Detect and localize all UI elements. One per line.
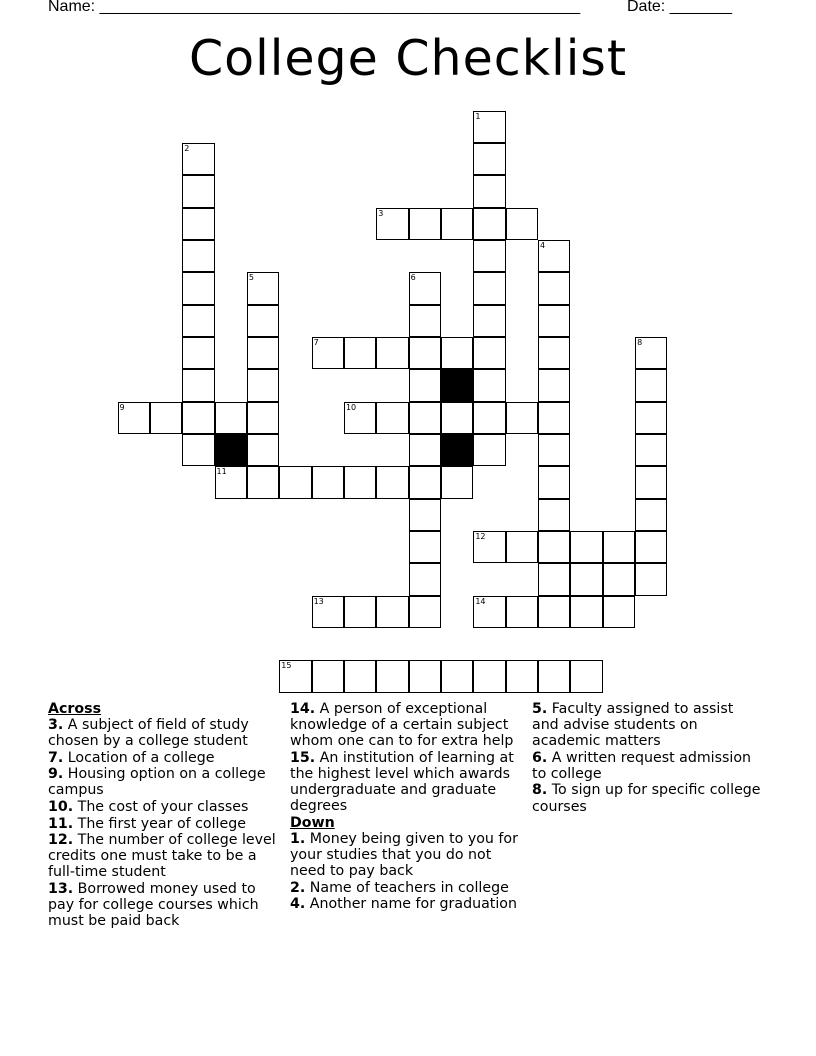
crossword-cell[interactable] — [409, 337, 441, 369]
clue-number-label: 1 — [475, 111, 481, 121]
clue-number: 1. — [290, 830, 306, 847]
crossword-cell[interactable] — [473, 305, 505, 337]
clue-text: The first year of college — [73, 815, 246, 832]
clue-text: Another name for graduation — [305, 896, 517, 913]
clue-number-label: 5 — [248, 273, 254, 283]
crossword-cell[interactable] — [376, 466, 408, 498]
clue-number-label: 15 — [281, 661, 292, 671]
crossword-cell[interactable] — [506, 596, 538, 628]
crossword-cell[interactable] — [376, 402, 408, 434]
clue-item — [532, 782, 762, 814]
across-clue-list — [48, 717, 283, 929]
crossword-cell[interactable] — [603, 596, 635, 628]
clue-number: 14. — [290, 701, 316, 717]
page-title: College Checklist — [188, 30, 628, 87]
clue-number-label: 3 — [378, 208, 384, 218]
clue-item — [48, 881, 283, 929]
crossword-cell[interactable] — [344, 337, 376, 369]
clue-text: An institution of learning at the highest level which awards undergraduate and graduate degrees — [290, 749, 514, 815]
clue-text: A subject of field of study chosen by a college student — [48, 717, 249, 750]
crossword-cell[interactable] — [247, 305, 279, 337]
clue-text: Money being given to you for your studies that you do not need to pay back — [290, 830, 518, 879]
crossword-black-cell — [441, 434, 473, 466]
crossword-cell[interactable] — [441, 208, 473, 240]
crossword-cell[interactable] — [344, 596, 376, 628]
clue-item — [48, 750, 283, 766]
crossword-cell[interactable] — [506, 531, 538, 563]
clue-text: Borrowed money used to pay for college courses which must be paid back — [48, 881, 259, 930]
crossword-cell[interactable] — [312, 660, 344, 692]
clue-item — [290, 701, 528, 749]
crossword-cell[interactable] — [182, 434, 214, 466]
crossword-cell[interactable] — [538, 466, 570, 498]
crossword-cell[interactable] — [635, 402, 667, 434]
crossword-cell[interactable] — [473, 272, 505, 304]
crossword-cell[interactable] — [538, 531, 570, 563]
crossword-cell[interactable] — [635, 434, 667, 466]
crossword-cell[interactable] — [635, 563, 667, 595]
crossword-cell[interactable] — [635, 466, 667, 498]
down-heading: Down — [290, 814, 335, 831]
crossword-cell[interactable] — [376, 337, 408, 369]
crossword-cell[interactable] — [344, 660, 376, 692]
clue-item — [48, 816, 283, 832]
clue-number-label: 6 — [410, 273, 416, 283]
clue-number: 12. — [48, 832, 74, 849]
crossword-cell[interactable] — [409, 466, 441, 498]
crossword-cell[interactable] — [570, 660, 602, 692]
clue-text: A written request admission to college — [532, 749, 752, 782]
crossword-cell[interactable] — [538, 272, 570, 304]
clue-number-label: 4 — [540, 240, 546, 250]
crossword-cell[interactable] — [409, 660, 441, 692]
crossword-cell[interactable] — [473, 208, 505, 240]
clue-number: 5. — [532, 701, 548, 717]
clue-number: 10. — [48, 799, 74, 816]
clue-text: The cost of your classes — [73, 799, 249, 816]
clue-number: 9. — [48, 766, 64, 783]
clue-text: Name of teachers in college — [305, 879, 509, 896]
clue-number: 11. — [48, 815, 74, 832]
crossword-cell[interactable] — [182, 402, 214, 434]
crossword-cell[interactable] — [182, 369, 214, 401]
crossword-cell[interactable] — [409, 402, 441, 434]
clue-number: 6. — [532, 749, 548, 766]
crossword-cell[interactable] — [635, 499, 667, 531]
crossword-cell[interactable] — [441, 466, 473, 498]
clue-item — [48, 717, 283, 749]
crossword-cell[interactable] — [538, 402, 570, 434]
crossword-cell[interactable] — [635, 531, 667, 563]
crossword-cell[interactable] — [473, 402, 505, 434]
crossword-cell[interactable] — [473, 143, 505, 175]
crossword-cell[interactable] — [215, 402, 247, 434]
across-clue-list-continued — [290, 701, 528, 814]
clue-number: 13. — [48, 881, 74, 898]
crossword-cell[interactable] — [538, 596, 570, 628]
crossword-cell[interactable] — [603, 563, 635, 595]
clues-column-2 — [290, 701, 528, 913]
down-clue-list-continued — [532, 701, 762, 815]
crossword-cell[interactable] — [182, 305, 214, 337]
clue-text: The number of college level credits one must take to be a full-time student — [48, 832, 276, 881]
crossword-cell[interactable] — [182, 240, 214, 272]
crossword-cell[interactable] — [570, 596, 602, 628]
clue-item — [48, 766, 283, 798]
clue-number: 7. — [48, 749, 64, 766]
across-heading: Across — [48, 701, 102, 717]
crossword-cell[interactable] — [247, 434, 279, 466]
clues-column-1 — [48, 701, 283, 930]
clue-number-label: 14 — [475, 596, 486, 606]
crossword-cell[interactable] — [538, 563, 570, 595]
crossword-cell[interactable] — [538, 499, 570, 531]
crossword-cell[interactable] — [570, 531, 602, 563]
crossword-cell[interactable] — [538, 660, 570, 692]
crossword-cell[interactable] — [473, 240, 505, 272]
crossword-cell[interactable] — [344, 466, 376, 498]
clue-item — [290, 880, 528, 896]
crossword-cell[interactable] — [409, 596, 441, 628]
date-field-label: Date: _______ — [627, 0, 732, 15]
crossword-cell[interactable] — [506, 660, 538, 692]
clue-text: Location of a college — [63, 749, 215, 766]
crossword-cell[interactable] — [409, 563, 441, 595]
crossword-cell[interactable] — [570, 563, 602, 595]
clue-number: 8. — [532, 782, 548, 799]
crossword-cell[interactable] — [538, 337, 570, 369]
clue-number-label: 11 — [216, 467, 227, 477]
crossword-cell[interactable] — [441, 660, 473, 692]
clue-item — [290, 896, 528, 912]
crossword-cell[interactable] — [409, 531, 441, 563]
crossword-cell[interactable] — [473, 660, 505, 692]
crossword-cell[interactable] — [150, 402, 182, 434]
clue-number: 3. — [48, 717, 64, 734]
crossword-cell[interactable] — [603, 531, 635, 563]
clue-number-label: 9 — [119, 402, 125, 412]
clue-text: A person of exceptional knowledge of a certain subject whom one can to for extra help — [290, 701, 514, 750]
crossword-cell[interactable] — [409, 434, 441, 466]
crossword-cell[interactable] — [182, 175, 214, 207]
crossword-cell[interactable] — [538, 305, 570, 337]
clue-number-label: 7 — [313, 337, 319, 347]
crossword-cell[interactable] — [538, 369, 570, 401]
crossword-cell[interactable] — [473, 175, 505, 207]
crossword-cell[interactable] — [441, 337, 473, 369]
down-clue-list — [290, 831, 528, 912]
clue-number-label: 8 — [637, 337, 643, 347]
clue-number: 2. — [290, 879, 306, 896]
crossword-cell[interactable] — [247, 369, 279, 401]
clue-item — [532, 750, 762, 782]
crossword-cell[interactable] — [312, 466, 344, 498]
crossword-cell[interactable] — [247, 466, 279, 498]
clue-number-label: 10 — [345, 402, 357, 412]
clue-number-label: 2 — [184, 143, 190, 153]
clues-column-3 — [532, 701, 762, 815]
crossword-cell[interactable] — [182, 337, 214, 369]
clue-text: Faculty assigned to assist and advise students on academic matters — [532, 701, 734, 750]
crossword-cell[interactable] — [182, 272, 214, 304]
crossword-cell[interactable] — [473, 337, 505, 369]
crossword-cell[interactable] — [409, 305, 441, 337]
crossword-cell[interactable] — [506, 208, 538, 240]
crossword-cell[interactable] — [279, 466, 311, 498]
crossword-cell[interactable] — [247, 337, 279, 369]
name-field-label: Name: ______________________________________________________ — [48, 0, 581, 15]
clue-item — [48, 799, 283, 815]
crossword-cell[interactable] — [247, 402, 279, 434]
clue-number-label: 12 — [475, 532, 486, 542]
clue-number: 4. — [290, 896, 306, 913]
crossword-cell[interactable] — [182, 208, 214, 240]
crossword-black-cell — [441, 369, 473, 401]
crossword-cell[interactable] — [538, 434, 570, 466]
clue-number: 15. — [290, 749, 316, 766]
crossword-cell[interactable] — [376, 660, 408, 692]
crossword-cell[interactable] — [473, 369, 505, 401]
crossword-cell[interactable] — [441, 402, 473, 434]
clue-text: Housing option on a college campus — [48, 766, 266, 799]
crossword-cell[interactable] — [376, 596, 408, 628]
clue-item — [290, 750, 528, 814]
crossword-cell[interactable] — [409, 369, 441, 401]
crossword-cell[interactable] — [473, 434, 505, 466]
crossword-cell[interactable] — [409, 208, 441, 240]
clue-item — [532, 701, 762, 749]
clue-item — [48, 832, 283, 880]
crossword-cell[interactable] — [506, 402, 538, 434]
clue-item — [290, 831, 528, 879]
clue-number-label: 13 — [313, 596, 324, 606]
crossword-cell[interactable] — [635, 369, 667, 401]
crossword-cell[interactable] — [409, 499, 441, 531]
clue-text: To sign up for specific college courses — [532, 782, 761, 815]
crossword-black-cell — [215, 434, 247, 466]
